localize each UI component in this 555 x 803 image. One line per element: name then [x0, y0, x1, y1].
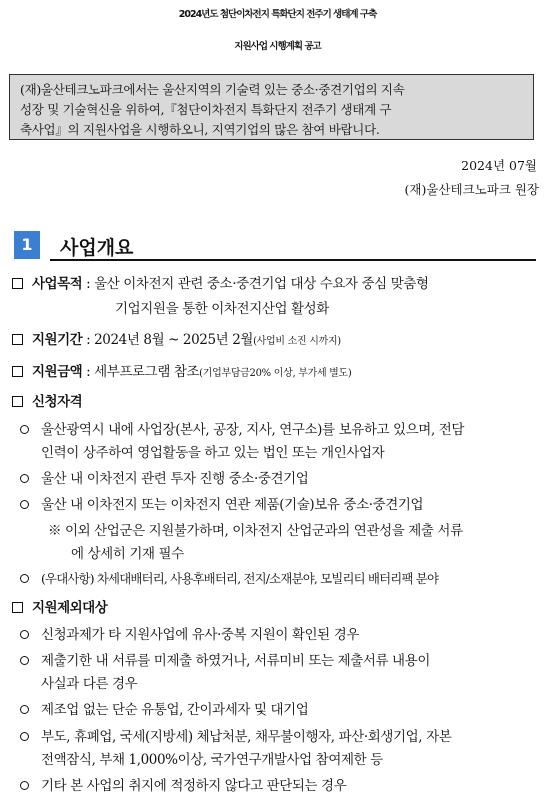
amount-text: : 세부프로그램 참조 — [86, 364, 200, 380]
exclusion-bullet-2 — [20, 649, 430, 669]
eligibility-bullet-1 — [20, 418, 464, 438]
circle-bullet-icon — [20, 705, 29, 714]
exclusion-bullet-4-continued: 전액잠식, 부채 1,000%이상, 국가연구개발사업 참여제한 등 — [41, 752, 383, 768]
circle-bullet-icon — [20, 574, 29, 583]
exclusion-bullet-1-text: 신청과제가 타 지원사업에 유사·중복 지원이 확인된 경우 — [41, 627, 359, 643]
eligibility-bullet-2 — [20, 467, 308, 487]
exclusion-bullet-1 — [20, 623, 359, 643]
exclusion-item — [12, 596, 107, 616]
amount-label: 지원금액 — [32, 364, 83, 380]
period-note: (사업비 소진 시까지) — [253, 336, 341, 347]
eligibility-bullet-2-text: 울산 내 이차전지 관련 투자 진행 중소·중견기업 — [41, 471, 309, 487]
document-title-line-2: 지원사업 시행계획 공고 — [234, 41, 321, 52]
eligibility-note: ※ 이외 산업군은 지원불가하며, 이차전지 산업군과의 연관성을 제출 서류 — [48, 523, 463, 539]
checkbox-square-icon — [12, 334, 23, 345]
issuer-signature: (재)울산테크노파크 원장 — [404, 182, 539, 197]
exclusion-bullet-4-text: 부도, 휴폐업, 국세(지방세) 체납처분, 채무불이행자, 파산·회생기업, 자본 — [41, 729, 452, 745]
document-title-line-1: 2024년도 첨단이차전지 특화단지 전주기 생태계 구축 — [178, 9, 377, 20]
section-number-badge: 1 — [14, 231, 40, 259]
circle-bullet-icon — [20, 474, 29, 483]
exclusion-bullet-5 — [20, 774, 346, 794]
circle-bullet-icon — [20, 781, 29, 790]
purpose-item — [12, 272, 429, 292]
announcement-date: 2024년 07월 — [461, 158, 537, 173]
purpose-label: 사업목적 — [32, 276, 83, 292]
period-item — [12, 328, 341, 348]
eligibility-bullet-1-text: 울산광역시 내에 사업장(본사, 공장, 지사, 연구소)를 보유하고 있으며, 전담 — [41, 422, 465, 438]
checkbox-square-icon — [12, 366, 23, 377]
eligibility-bullet-3 — [20, 493, 423, 513]
eligibility-bullet-3-text: 울산 내 이차전지 또는 이차전지 연관 제품(기술)보유 중소·중견기업 — [41, 497, 424, 513]
circle-bullet-icon — [20, 425, 29, 434]
checkbox-square-icon — [12, 602, 23, 613]
checkbox-square-icon — [12, 278, 23, 289]
exclusion-bullet-2-text: 제출기한 내 서류를 미제출 하였거나, 서류미비 또는 제출서류 내용이 — [41, 653, 430, 669]
exclusion-bullet-5-text: 기타 본 사업의 취지에 적정하지 않다고 판단되는 경우 — [41, 778, 347, 794]
eligibility-label: 신청자격 — [32, 394, 83, 410]
eligibility-bullet-4 — [20, 569, 438, 587]
exclusion-bullet-4 — [20, 725, 451, 745]
exclusion-bullet-3 — [20, 698, 308, 718]
eligibility-bullet-4-text: (우대사항) 차세대배터리, 사용후배터리, 전지/소재분야, 모빌리티 배터리팩 분야 — [41, 571, 439, 586]
notice-box — [9, 74, 534, 140]
eligibility-item — [12, 390, 82, 410]
circle-bullet-icon — [20, 500, 29, 509]
circle-bullet-icon — [20, 630, 29, 639]
section-divider — [50, 259, 536, 261]
exclusion-label: 지원제외대상 — [32, 600, 108, 616]
eligibility-note-continued: 에 상세히 기재 필수 — [71, 546, 184, 562]
period-label: 지원기간 — [32, 332, 83, 348]
exclusion-bullet-3-text: 제조업 없는 단순 유통업, 간이과세자 및 대기업 — [41, 702, 309, 718]
purpose-text: : 울산 이차전지 관련 중소·중견기업 대상 수요자 중심 맞춤형 — [86, 276, 429, 292]
notice-line-3: 축사업』의 지원사업을 시행하오니, 지역기업의 많은 참여 바랍니다. — [20, 122, 380, 137]
notice-line-2: 성장 및 기술혁신을 위하여,『첨단이차전지 특화단지 전주기 생태계 구 — [20, 102, 392, 117]
amount-note: (기업부담금20% 이상, 부가세 별도) — [199, 368, 352, 379]
amount-item — [12, 360, 352, 380]
checkbox-square-icon — [12, 396, 23, 407]
circle-bullet-icon — [20, 732, 29, 741]
period-text: : 2024년 8월 ~ 2025년 2월 — [86, 332, 254, 348]
eligibility-bullet-1-continued: 인력이 상주하여 영업활동을 하고 있는 법인 또는 개인사업자 — [41, 445, 385, 461]
circle-bullet-icon — [20, 656, 29, 665]
purpose-text-continued: 기업지원을 통한 이차전지산업 활성화 — [115, 301, 329, 317]
notice-line-1: (재)울산테크노파크에서는 울산지역의 기술력 있는 중소·중견기업의 지속 — [20, 82, 405, 97]
section-title: 사업개요 — [60, 237, 134, 259]
exclusion-bullet-2-continued: 사실과 다른 경우 — [41, 676, 138, 692]
